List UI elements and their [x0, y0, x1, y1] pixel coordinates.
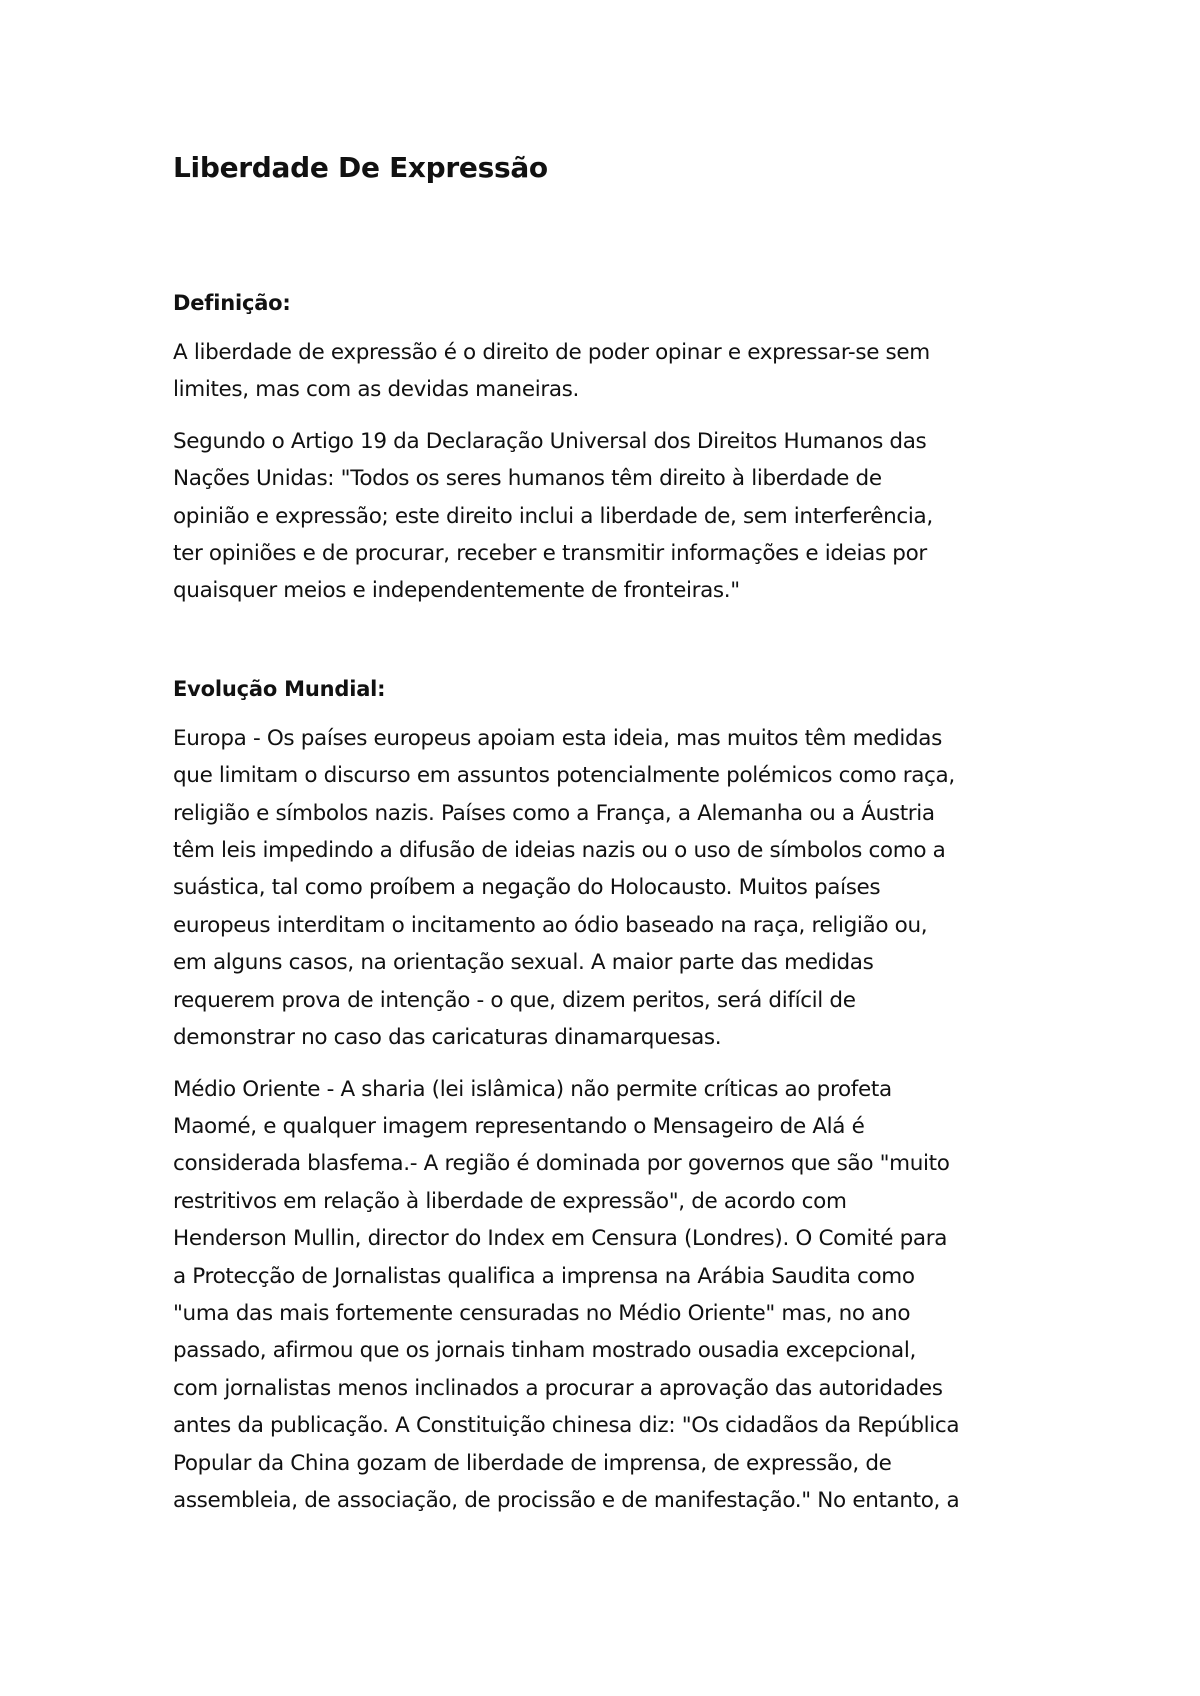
text-line: restritivos em relação à liberdade de expressão", de acordo com [173, 1188, 847, 1214]
text-line: antes da publicação. A Constituição chinesa diz: "Os cidadãos da República [173, 1413, 960, 1439]
text-line: passado, afirmou que os jornais tinham mostrado ousadia excepcional, [173, 1338, 916, 1364]
text-line: considerada blasfema.- A região é dominada por governos que são "muito [173, 1151, 950, 1177]
text-line: ter opiniões e de procurar, receber e transmitir informações e ideias por [173, 541, 927, 567]
text-line: A liberdade de expressão é o direito de poder opinar e expressar-se sem [173, 340, 930, 365]
text-line: a Protecção de Jornalistas qualifica a imprensa na Arábia Saudita como [173, 1263, 915, 1289]
text-line: em alguns casos, na orientação sexual. A maior parte das medidas [173, 950, 874, 976]
text-line: Popular da China gozam de liberdade de imprensa, de expressão, de [173, 1450, 892, 1476]
text-line: com jornalistas menos inclinados a procurar a aprovação das autoridades [173, 1375, 943, 1401]
text-line: têm leis impedindo a difusão de ideias nazis ou o uso de símbolos como a [173, 838, 946, 864]
text-line: assembleia, de associação, de procissão e de manifestação." No entanto, a [173, 1487, 960, 1513]
section-heading-definicao: Definição: [173, 291, 291, 315]
text-line: suástica, tal como proíbem a negação do Holocausto. Muitos países [173, 875, 881, 901]
section-heading-evolucao-mundial: Evolução Mundial: [173, 676, 386, 701]
text-line: Nações Unidas: "Todos os seres humanos têm direito à liberdade de [173, 466, 882, 492]
text-line: limites, mas com as devidas maneiras. [173, 377, 579, 403]
text-line: opinião e expressão; este direito inclui a liberdade de, sem interferência, [173, 503, 933, 529]
text-line: demonstrar no caso das caricaturas dinamarquesas. [173, 1025, 722, 1051]
text-line: europeus interditam o incitamento ao ódio baseado na raça, religião ou, [173, 912, 928, 938]
text-line: Maomé, e qualquer imagem representando o Mensageiro de Alá é [173, 1113, 865, 1139]
text-line: requerem prova de intenção - o que, dizem peritos, será difícil de [173, 987, 856, 1013]
paragraph-artigo-19 [173, 423, 1043, 610]
document-body [173, 148, 1043, 1519]
text-line: Europa - Os países europeus apoiam esta ideia, mas muitos têm medidas [173, 725, 942, 751]
paragraph-europa [173, 720, 1043, 1057]
text-line: Henderson Mullin, director do Index em Censura (Londres). O Comité para [173, 1226, 948, 1252]
document-title: Liberdade De Expressão [173, 151, 548, 184]
text-line: Médio Oriente - A sharia (lei islâmica) não permite críticas ao profeta [173, 1076, 892, 1102]
text-line: religião e símbolos nazis. Países como a França, a Alemanha ou a Áustria [173, 800, 935, 826]
text-line: quaisquer meios e independentemente de fronteiras." [173, 578, 740, 604]
text-line: que limitam o discurso em assuntos potencialmente polémicos como raça, [173, 763, 955, 789]
paragraph-medio-oriente [173, 1071, 1043, 1520]
text-line: "uma das mais fortemente censuradas no Médio Oriente" mas, no ano [173, 1300, 911, 1326]
text-line: Segundo o Artigo 19 da Declaração Universal dos Direitos Humanos das [173, 428, 927, 454]
paragraph-definicao [173, 334, 1043, 409]
